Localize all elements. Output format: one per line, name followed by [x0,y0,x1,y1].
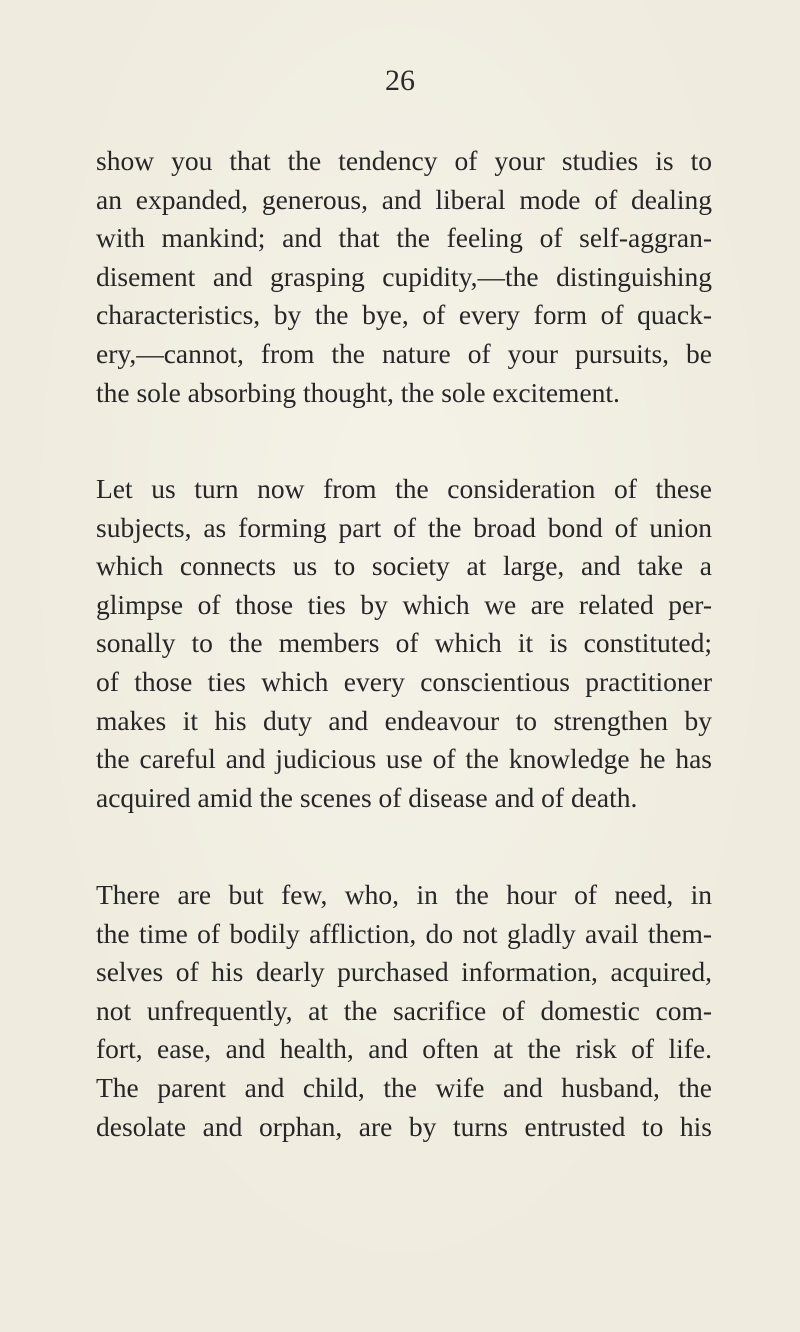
text-line: subjects, as forming part of the broad bond of union [96,511,712,543]
text-line: makes it his duty and endeavour to strengthen by [96,704,712,736]
text-line: The parent and child, the wife and husband, the [96,1071,712,1103]
text-line: disement and grasping cupidity,—the distinguishing [96,260,712,292]
text-line: glimpse of those ties by which we are related per- [96,588,712,620]
text-line: acquired amid the scenes of disease and of death. [96,781,638,813]
text-line: fort, ease, and health, and often at the risk of life. [96,1033,712,1065]
text-line: an expanded, generous, and liberal mode of dealing [96,183,712,215]
text-line: with mankind; and that the feeling of self-aggran- [96,222,712,254]
text-line: There are but few, who, in the hour of need, in [96,879,712,910]
text-line: show you that the tendency of your studies is to [96,145,712,176]
page-number: 26 [385,64,415,97]
text-line: ery,—cannot, from the nature of your pursuits, be [96,337,712,369]
text-line: desolate and orphan, are by turns entrusted to his [96,1110,712,1142]
text-line: of those ties which every conscientious practitioner [96,665,712,697]
text-line: characteristics, by the bye, of every form of quack- [96,299,712,331]
text-line: the careful and judicious use of the knowledge he has [96,743,712,775]
text-line: not unfrequently, at the sacrifice of domestic com- [96,994,712,1026]
text-line: which connects us to society at large, and take a [96,550,712,582]
text-line: the time of bodily affliction, do not gladly avail them- [96,917,712,949]
text-line: Let us turn now from the consideration of these [96,473,712,504]
paragraph-1 [96,142,712,412]
text-line: the sole absorbing thought, the sole excitement. [96,376,620,408]
text-line: sonally to the members of which it is constituted; [96,627,712,659]
paragraph-2 [96,470,712,817]
paragraph-3 [96,876,712,1146]
text-line: selves of his dearly purchased information, acquired, [96,956,712,988]
